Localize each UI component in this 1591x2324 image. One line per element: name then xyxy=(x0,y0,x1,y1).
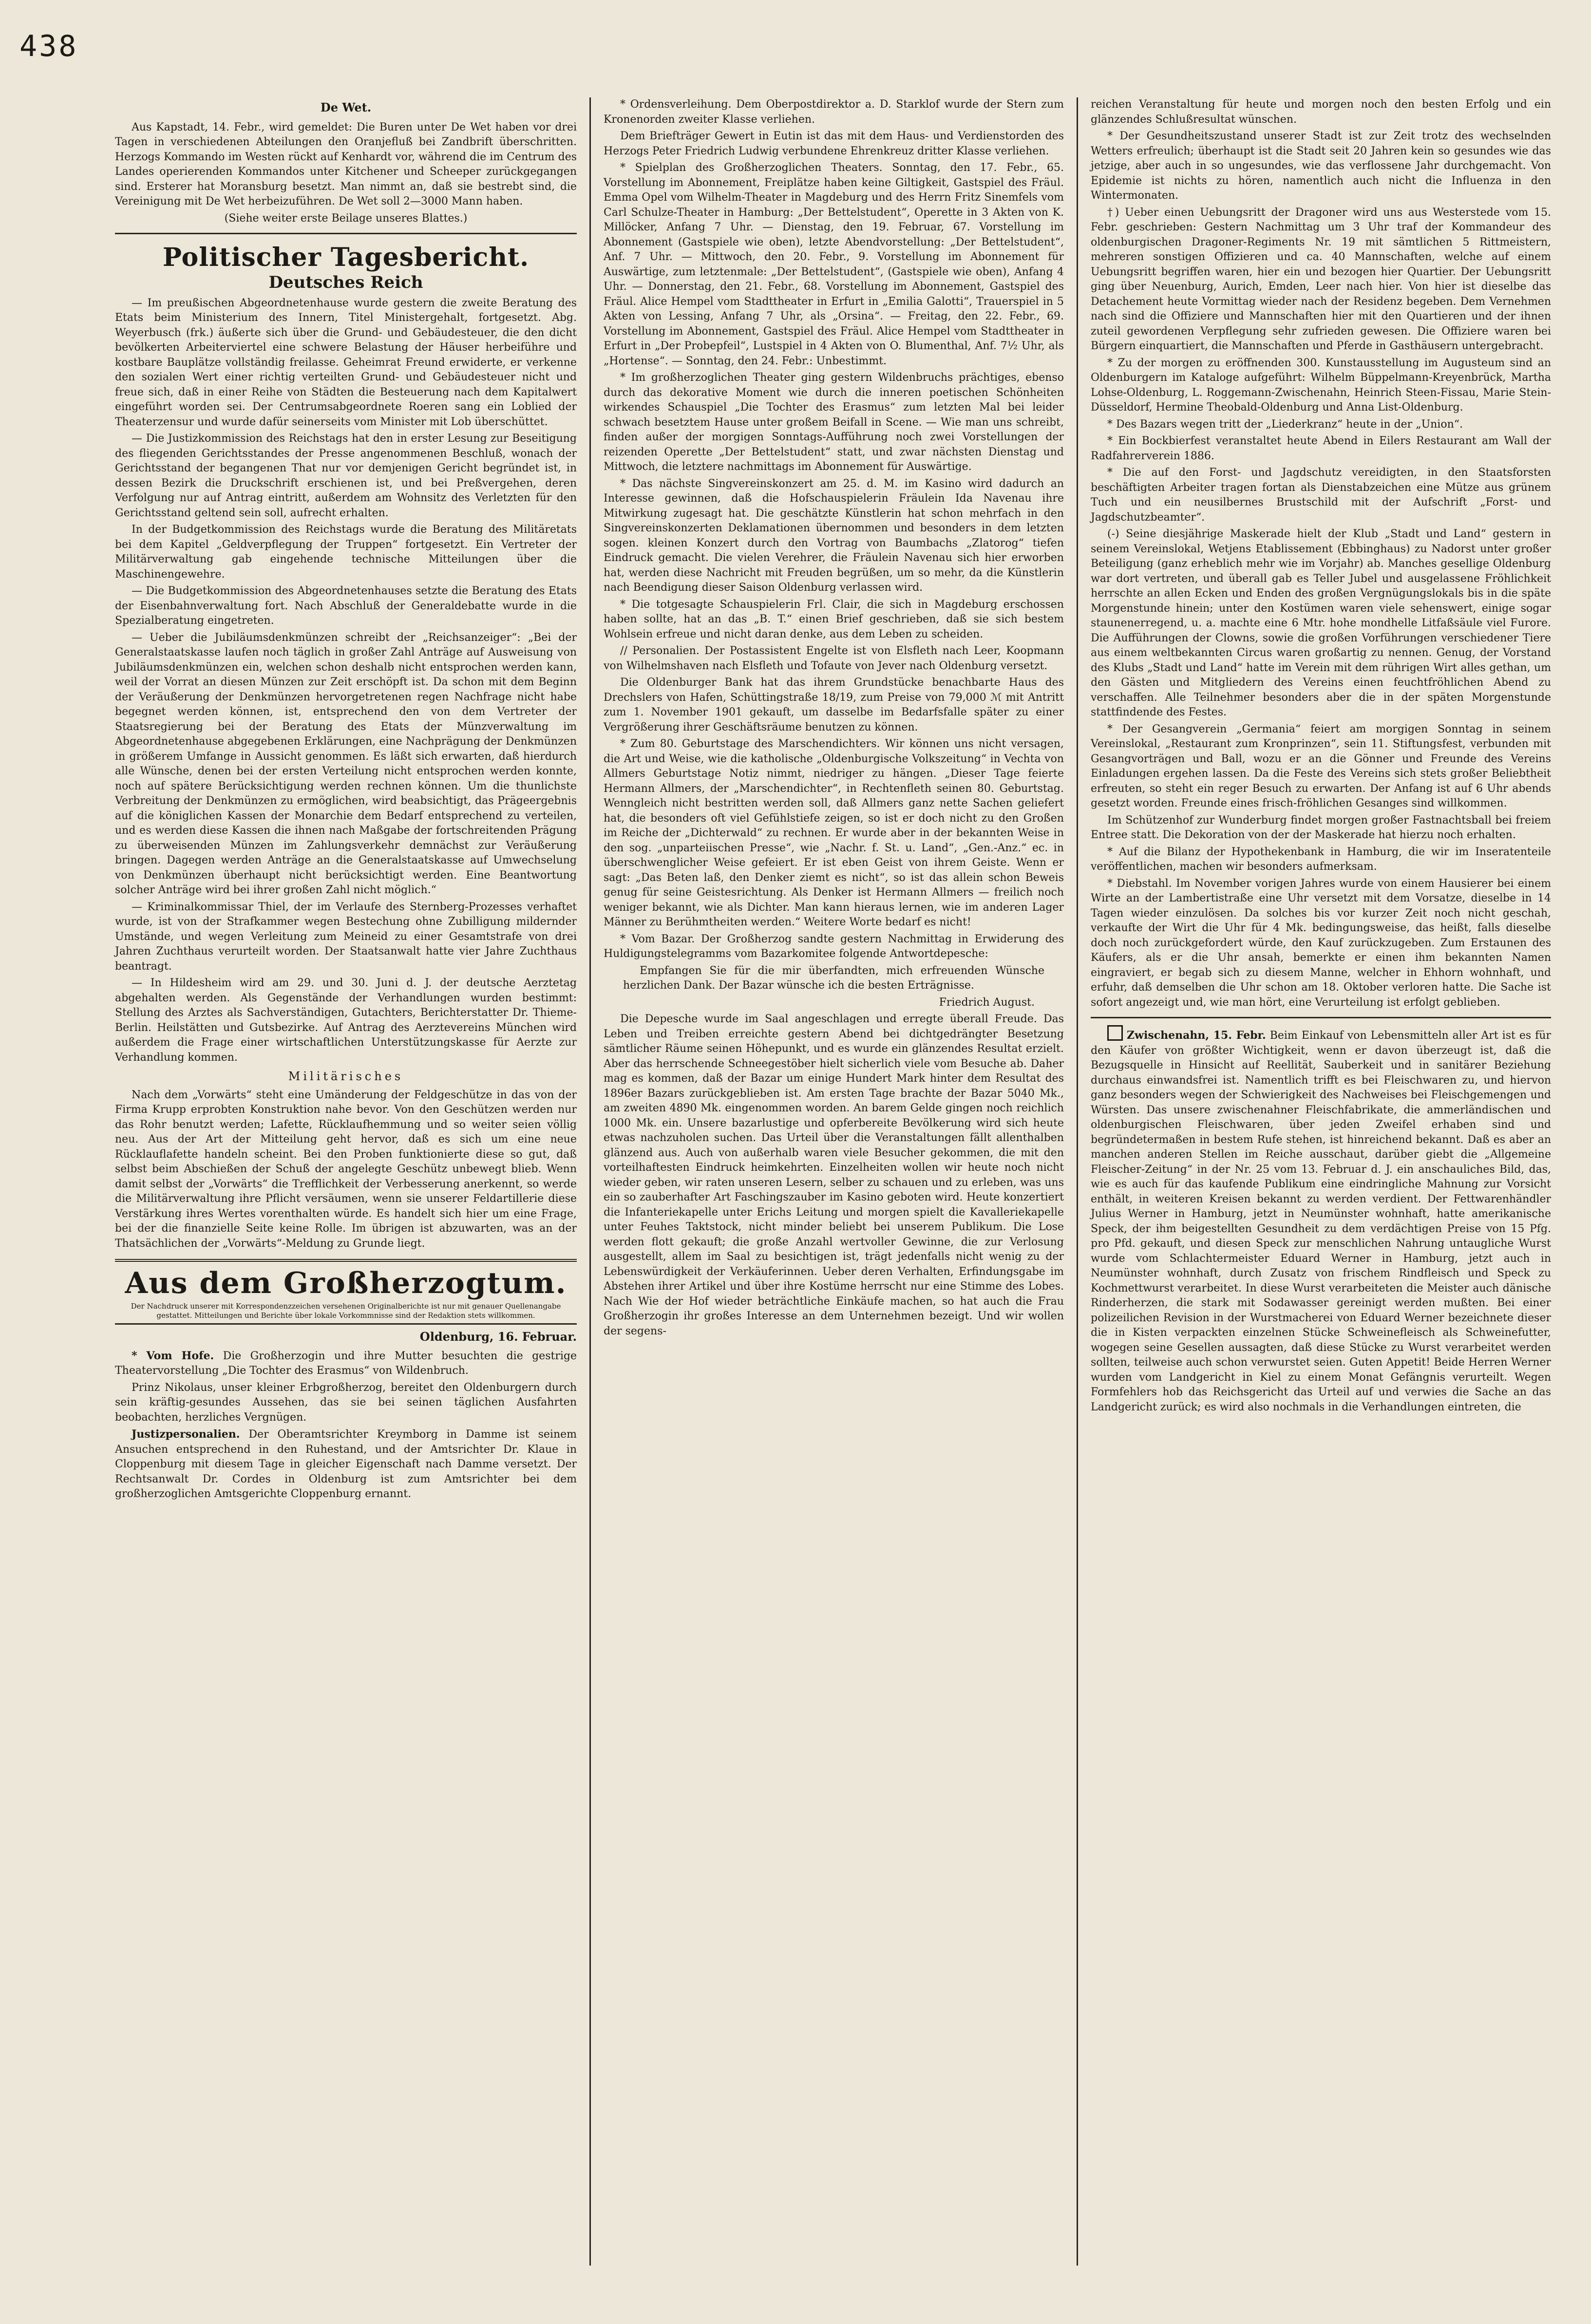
column-3 xyxy=(1077,97,1564,2266)
geburtstag-text: * Zum 80. Geburtstage des Marschendichters. Wir können uns nicht versagen, die Art und Weise, wie die katholische „Oldenburgische Volkszeitung“ in Vechta von Allmers Geburtstage Notiz nimmt, niedriger zu hängen. „Dieser Tage feierte Hermann Allmers, der „Marschendichter“, in Rechtenfleth seinen 80. Geburtstag. Wenngleich nicht bestritten werden soll, daß Allmers ganz nette Sachen geliefert hat, die besonders oft viel Gefühlstiefe zeigen, so ist er doch nicht zu den Großen im Reiche der „Dichterwald“ zu rechnen. Er wurde aber in der bekannten Weise in den sog. „unparteiischen Presse“, wie „Nachr. f. St. u. Land“, „Gen.-Anz.“ ec. in überschwenglicher Weise gefeiert. Er ist eben Geist von ihrem Geiste. Wenn er sagt: „Das Beten laß, den Denker ziemt es nicht“, so ist das allein schon Beweis genug für seine Geistesrichtung. Als Denker ist Hermann Allmers — freilich noch weniger bekannt, wie als Dichter. Man kann hieraus lernen, wie im anderen Lager Männer zu Berühmtheiten werden.“ Weitere Worte bedarf es nicht! xyxy=(604,738,1064,928)
bazar-signature: Friedrich August. xyxy=(939,996,1035,1009)
germania-text: * Der Gesangverein „Germania“ feiert am morgigen Sonntag in seinem Vereinslokal, „Restaurant zum Kronprinzen“, sein 11. Stiftungsfest, verbunden mit Gesangvorträgen und Ball, wozu er an die Gönner und Freunde des Vereins Einladungen ergehen lassen. Da die Feste des Vereins sich stets großer Beliebtheit erfreuten, so steht ein reger Besuch zu erwarten. Der Anfang ist auf 6 Uhr abends gesetzt worden. Freunde eines frisch-fröhlichen Gesanges sind willkommen. xyxy=(1091,723,1551,809)
reprint-note: Der Nachdruck unserer mit Korrespondenzzeichen versehenen Originalberichte ist nur mit genauer Quellenangabe gestattet. Mitteilungen und Berichte über lokale Vorkommnisse sind der Redaktion stets willkommen. xyxy=(131,1302,561,1320)
nikolaus-text: Prinz Nikolaus, unser kleiner Erbgroßherzog, bereitet den Oldenburgern durch sein kräftig-gesundes Aussehen, das sie bei seinen täglichen Ausfahrten beobachten, herzliches Vergnügen. xyxy=(115,1381,577,1424)
tagesbericht-heading: Politischer Tagesbericht. xyxy=(162,243,530,272)
bazar-continued: reichen Veranstaltung für heute und morgen noch den besten Erfolg und ein glänzendes Schlußresultat wünschen. xyxy=(1091,98,1551,126)
zwischenahn-lead: Zwischenahn, 15. Febr. xyxy=(1127,1029,1266,1042)
grossherzogtum-header xyxy=(115,1259,577,1325)
article-paragraph: — Kriminalkommissar Thiel, der im Verlaufe des Sternberg-Prozesses verhaftet wurde, ist von der Strafkammer wegen Bestechung ohne Zubilligung mildernder Umstände, und wegen Verleitung zum Meineid zu einer Gesamtstrafe von drei Jahren Zuchthaus verurteilt worden. Der Staatsanwalt hatte vier Jahre Zuchthaus beantragt. xyxy=(115,900,577,973)
militaer-text: Nach dem „Vorwärts“ steht eine Umänderung der Feldgeschütze in das von der Firma Krupp erprobten Konstruktion nahe bevor. Von den Geschützen werden nur das Rohr benutzt werden; Lafette, Rücklaufhemmung und so weiter seien völlig neu. Aus der Art der Mitteilung geht hervor, daß es sich um eine neue Rücklauflafette handeln scheint. Bei den Proben funktionierte diese so gut, daß selbst beim Abschießen der Schuß der angelegte Geschütz unbewegt blieb. Wenn damit selbst der „Vorwärts“ die Trefflichkeit der Verbesserung anerkennt, so werde die Militärverwaltung ihre Pflicht versäumen, wenn sie unserer Feldartillerie diese Verstärkung ihres Wertes vorenthalten würde. Es handelt sich hier um eine Frage, bei der die finanzielle Seite keine Rolle. Im übrigen ist abzuwarten, was an der Thatsächlichen der „Vorwärts“-Meldung zu Grunde liegt. xyxy=(115,1088,577,1250)
bank-text: Die Oldenburger Bank hat das ihrem Grundstücke benachbarte Haus des Drechslers von Hafen, Schüttingstraße 18/19, zum Preise von 79,000 ℳ mit Antritt zum 1. November 1901 gekauft, um dasselbe im Bedarfsfalle später zu einer Vergrößerung ihrer Geschäftsräume benutzen zu können. xyxy=(604,676,1064,733)
bock-text: * Ein Bockbierfest veranstaltet heute Abend in Eilers Restaurant am Wall der Radfahrerverein 1886. xyxy=(1091,435,1551,462)
kunst-text: * Zu der morgen zu eröffnenden 300. Kunstausstellung im Augusteum sind an Oldenburgern im Kataloge aufgeführt: Wilhelm Büppelmann-Kreyenbrück, Martha Lohse-Oldenburg, L. Roggemann-Zwischenahn, Heinrich Steen-Fissau, Marie Stein-Düsseldorf, Hermine Theobald-Oldenburg und Anna List-Oldenburg. xyxy=(1091,356,1551,413)
bazars-text: * Des Bazars wegen tritt der „Liederkranz“ heute in der „Union“. xyxy=(1107,418,1463,431)
hof-text: Die Großherzogin und ihre Mutter besuchten die gestrige Theatervorstellung „Die Tochter des Erasmus“ von Wildenbruch. xyxy=(115,1349,577,1377)
article-paragraph: — Die Justizkommission des Reichstags hat den in erster Lesung zur Beseitigung des fliegenden Gerichtsstandes der Presse angenommenen Beschluß, wonach der Gerichtsstand der begangenen That nur vor demjenigen Gericht begründet ist, in dessen Bezirk die Druckschrift erschienen ist, und bei Preßvergehen, deren Verfolgung nur auf Antrag eintritt, außerdem am Wohnsitz des Verletzten für den Gerichtsstand geltend sein soll, aufrecht erhalten. xyxy=(115,432,577,519)
dewet-heading: De Wet. xyxy=(320,100,372,114)
page-number: 438 xyxy=(19,29,78,63)
bazar-quote: Empfangen Sie für die mir überfandten, mich erfreuenden Wünsche herzlichen Dank. Der Bazar wünsche ich die besten Erträgnisse. xyxy=(623,964,1044,992)
forst-text: * Die auf den Forst- und Jagdschutz vereidigten, in den Staatsforsten beschäftigten Arbeiter tragen fortan als Dienstabzeichen eine Mütze aus grünem Tuch und ein neusilbernes Brustschild mit der Aufschrift „Forst- und Jagdschutzbeamter“. xyxy=(1091,467,1551,524)
article-paragraph: — In Hildesheim wird am 29. und 30. Juni d. J. der deutsche Aerztetag abgehalten werden. Als Gegenstände der Verhandlungen wurden bestimmt: Stellung des Arztes als Sachverständigen, Gutachters, Berichterstatter Dr. Thieme-Berlin. Heilstätten und Gutsbezirke. Auf Antrag des Aerztevereins München wird außerdem die Frage einer wirtschaftlichen Unterstützungskasse für Aerzte zur Verhandlung kommen. xyxy=(115,977,577,1064)
orden-text: * Ordensverleihung. Dem Oberpostdirektor a. D. Starklof wurde der Stern zum Kronenorden zweiter Klasse verliehen. xyxy=(604,98,1064,126)
personalien-text: // Personalien. Der Postassistent Engelte ist von Elsfleth nach Leer, Koopmann von Wilhelmshaven nach Elsfleth und Tofaute von Jever nach Oldenburg versetzt. xyxy=(604,645,1064,672)
article-paragraph: In der Budgetkommission des Reichstags wurde die Beratung des Militäretats bei dem Kapitel „Geldverpflegung der Truppen“ fortgesetzt. Ein Vertreter der Militärverwaltung gab eingehende technische Mitteilungen über die Maschinengewehre. xyxy=(115,524,577,581)
dateline: Oldenburg, 16. Februar. xyxy=(419,1330,577,1344)
schauspielerin-text: * Die totgesagte Schauspielerin Frl. Clair, die sich in Magdeburg erschossen haben sollte, hat an das „B. T.“ einen Brief geschrieben, daß sie sich bestem Wohlsein erfreue und nicht daran denke, aus dem Leben zu scheiden. xyxy=(604,598,1064,640)
theater-text: * Im großherzoglichen Theater ging gestern Wildenbruchs prächtiges, ebenso durch das dekorative Moment wie durch die inneren poetischen Schönheiten wirkendes Schauspiel „Die Tochter des Erasmus“ zum letzten Mal bei leider schwach besetztem Hause unter großem Beifall in Scene. — Wie man uns schreibt, finden außer der morgigen Sonntags-Aufführung noch zwei Vorstellungen der reizenden Operette „Der Bettelstudent“ statt, und zwar nächsten Dienstag und Mittwoch, die letztere nachmittags im Abonnement für Auswärtige. xyxy=(604,372,1064,473)
spielplan-text: * Spielplan des Großherzoglichen Theaters. Sonntag, den 17. Febr., 65. Vorstellung im Abonnement, Freiplätze haben keine Giltigkeit, Gastspiel des Fräul. Emma Opel vom Wilhelm-Theater in Magdeburg und des Herrn Fritz Sinemfels vom Carl Schulze-Theater in Hamburg: „Der Bettelstudent“, Operette in 3 Akten von K. Millöcker, Anfang 7 Uhr. — Dienstag, den 19. Februar, 67. Vorstellung im Abonnement (Gastspiele wie oben), letzte Abendvorstellung: „Der Bettelstudent“, Anf. 7 Uhr. — Mittwoch, den 20. Febr., 9. Vorstellung im Abonnement für Auswärtige, zum letztenmale: „Der Bettelstudent“, (Gastspiele wie oben), Anfang 4 Uhr. — Donnerstag, den 21. Febr., 68. Vorstellung im Abonnement, Gastspiel des Fräul. Alice Hempel vom Stadttheater in Erfurt in „Emilia Galotti“, Trauerspiel in 5 Akten von Lessing, Anfang 7 Uhr, als „Orsina“. — Freitag, den 22. Febr., 69. Vorstellung im Abonnement, Gastspiel des Fräul. Alice Hempel vom Stadttheater in Erfurt in „Der Probepfeil“, Lustspiel in 4 Akten von O. Blumenthal, Anf. 7½ Uhr, als „Hortense“. — Sonntag, den 24. Febr.: Unbestimmt. xyxy=(604,162,1064,367)
dewet-note: (Siehe weiter erste Beilage unseres Blattes.) xyxy=(224,212,468,225)
dewet-text: Aus Kapstadt, 14. Febr., wird gemeldet: Die Buren unter De Wet haben vor drei Tagen in verschiedenen Abteilungen den Oranjefluß bei Zandbrift überschritten. Herzogs Kommando im Westen rückt auf Kenhardt vor, während die im Centrum des Landes operierenden Kommandos unter Kitchener und Scheeper zurückgegangen sind. Ersterer hat Moransburg besetzt. Man nimmt an, daß sie bestrebt sind, die Vereinigung mit De Wet herbeizuführen. De Wet soll 2—3000 Mann haben. xyxy=(115,121,577,207)
maskerade-text: (-) Seine diesjährige Maskerade hielt der Klub „Stadt und Land“ gestern in seinem Vereinslokal, Wetjens Etablissement (Ebbinghaus) zu Nadorst unter großer Beteiligung (ganz erheblich mehr wie im Vorjahr) ab. Manches gesellige Oldenburg war dort vertreten, und überall gab es Teller Jubel und ausgelassene Fröhlichkeit herrschte an allen Ecken und Enden des großen Vergnügungslokals bis in die späte Morgenstunde hinein; unter den Kostümen waren viele sehenswert, einige sogar staunenerregend, u. a. machte eine 6 Mtr. hohe mondhelle Litfaßsäule viel Furore. Die Aufführungen der Clowns, sowie die großen Vorführungen verschiedener Tiere aus einem weltbekannten Circus waren großartig zu nennen. Genug, der Vorstand des Klubs „Stadt und Land“ hatte im Verein mit dem rührigen Wirt alles gethan, um den Gästen und Mitgliedern des Vereins einen feuchtfröhlichen Abend zu verschaffen. Alle Teilnehmer besonders aber die in der späten Morgenstunde stattfindende des Festes. xyxy=(1091,528,1551,718)
gesundheit-text: * Der Gesundheitszustand unserer Stadt ist zur Zeit trotz des wechselnden Wetters erfreulich; überhaupt ist die Stadt seit 20 Jahren kein so gesundes wie das jetzige, aber auch in so ungesundes, wie das verflossene Jahr durchgemacht. Von Epidemie ist nichts zu hören, namentlich auch nicht die Influenza in den Wintermonaten. xyxy=(1091,130,1551,202)
square-marker-icon xyxy=(1107,1025,1123,1041)
reich-heading: Deutsches Reich xyxy=(268,273,423,292)
bazar-text: * Vom Bazar. Der Großherzog sandte gestern Nachmittag in Erwiderung des Huldigungstelegramms vom Bazarkomitee folgende Antwortdepesche: xyxy=(604,933,1064,960)
schuetzen-text: Im Schützenhof zur Wunderburg findet morgen großer Fastnachtsball bei freiem Entree statt. Die Dekoration von der der Maskerade hat hierzu noch erhalten. xyxy=(1091,814,1551,841)
divider xyxy=(1091,1017,1551,1018)
militaer-heading: Militärisches xyxy=(288,1069,404,1083)
article-paragraph: — Die Budgetkommission des Abgeordnetenhauses setzte die Beratung des Etats der Eisenbahnverwaltung fort. Nach Abschluß der Generaldebatte wurde in die Spezialberatung eingetreten. xyxy=(115,585,577,627)
divider xyxy=(115,233,577,234)
bazar2-text: Die Depesche wurde im Saal angeschlagen und erregte überall Freude. Das Leben und Treiben erreichte gestern Abend bei dichtgedrängter Besetzung sämtlicher Räume seinen Höhepunkt, und es wurde ein glänzendes Resultat erzielt. Aber das herrschende Schneegestöber hielt sicherlich viele vom Besuche ab. Daher mag es kommen, daß der Bazar um einige Hundert Mark hinter dem Resultat des 1896er Bazars zurückgeblieben ist. Am ersten Tage brachte der Bazar 5040 Mk., am zweiten 4890 Mk. eingenommen worden. An barem Gelde gingen noch reichlich 1000 Mk. ein. Unsere bazarlustige und opferbereite Bevölkerung wird sich heute etwas nachzuholen suchen. Das Urteil über die Veranstaltungen fällt allenthalben glänzend aus. Auch von außerhalb waren viele Besucher gekommen, die mit den vorteilhaftesten Eindruck heimkehrten. Einzelheiten wollen wir heute noch nicht wieder geben, wir raten unseren Lesern, selber zu schauen und zu erleben, was uns ein so zauberhafter Art Faschingszauber im Kasino geboten wird. Heute konzertiert die Infanteriekapelle unter Erichs Leitung und morgen spielt die Kavalleriekapelle unter Feuhes Taktstock, nicht minder beliebt bei unserem Publikum. Die Lose werden flott gekauft; die große Anzahl wertvoller Gewinne, die zur Verlosung ausgestellt, allem im Saal zu besichtigen ist, trägt jedenfalls nicht wenig zu der Lebenswürdigkeit der Verkäuferinnen. Ueber deren Verhalten, Erfindungsgabe im Abstehen ihrer Artikel und über ihre Kostüme herrscht nur eine Stimme des Lobes. Nach Wie der Hof wieder beträchtliche Einkäufe machen, so hat auch die Frau Großherzogin ihr großes Interesse an dem Unternehmen bezeigt. Und wir wollen der segens- xyxy=(604,1013,1064,1337)
hof-article xyxy=(115,1349,577,1379)
orden2-text: Dem Briefträger Gewert in Eutin ist das mit dem Haus- und Verdienstorden des Herzogs Peter Friedrich Ludwig verbundene Ehrenkreuz dritter Klasse verliehen. xyxy=(604,130,1064,157)
hof-lead: * Vom Hofe. xyxy=(132,1349,214,1362)
singverein-text: * Das nächste Singvereinskonzert am 25. d. M. im Kasino wird dadurch an Interesse gewinnen, daß die Hofschauspielerin Fräulein Ida Navenau ihre Mitwirkung zugesagt hat. Die geschätzte Künstlerin hat schon mehrfach in den Singvereinskonzerten Deklamationen übernommen und besonders in dem letzten sogen. kleinen Konzert durch den Vortrag von Baumbachs „Zlatorog“ tiefen Eindruck gemacht. Die vielen Verehrer, die Fräulein Navenau sich hier erworben hat, werden diese Nachricht mit Freuden begrüßen, um so mehr, da die Künstlerin nach Beendigung dieser Saison Oldenburg verlassen wird. xyxy=(604,477,1064,594)
diebstahl-text: * Diebstahl. Im November vorigen Jahres wurde von einem Hausierer bei einem Wirte an der Lambertistraße eine Uhr versetzt mit dem Vorsatze, dieselbe in 14 Tagen wieder einzulösen. Da solches bis vor kurzer Zeit noch nicht geschah, verkaufte der Wirt die Uhr für 4 Mk. bedingungsweise, das heißt, falls dieselbe doch noch zurückgefordert würde, den Kauf zurückzugeben. Zum Erstaunen des Käufers, als er die Uhr ansah, bemerkte er einen ihm bekannten Namen eingraviert, er begab sich zu diesem Manne, welcher in Ehhorn wohnhaft, und erfuhr, daß demselben die Uhr schon am 18. Oktober verloren hatte. Die Sache ist sofort angezeigt und, wie man hört, eine Verurteilung ist erfolgt geblieben. xyxy=(1091,877,1551,1009)
grossherzogtum-title: Aus dem Großherzogtum. xyxy=(125,1266,567,1300)
justiz-text: Der Oberamtsrichter Kreymborg in Damme ist seinem Ansuchen entsprechend in den Ruhestand, und der Amtsrichter Dr. Klaue in Cloppenburg mit diesem Tage in gleicher Eigenschaft nach Damme versetzt. Der Rechtsanwalt Dr. Cordes in Oldenburg ist zum Amtsrichter bei dem großherzoglichen Amtsgerichte Cloppenburg ernannt. xyxy=(115,1428,577,1500)
bilanz-text: * Auf die Bilanz der Hypothekenbank in Hamburg, die wir im Inseratenteile veröffentlichen, machen wir besonders aufmerksam. xyxy=(1091,845,1551,873)
columns xyxy=(102,97,1562,2266)
zwischenahn-article xyxy=(1091,1025,1551,1415)
article-paragraph: — Im preußischen Abgeordnetenhause wurde gestern die zweite Beratung des Etats beim Ministerium des Innern, Titel Ministergehalt, fortgesetzt. Abg. Weyerbusch (frk.) äußerte sich über die Grund- und Gebäudesteuer, die den dicht bevölkerten Arbeiterviertel eine schwere Belastung der Häuser herbeiführe und kostbare Bauplätze vollständig freilasse. Geheimrat Freund erwiderte, er verkenne den sozialen Wert einer richtig verteilten Grund- und Gebäudesteuer nicht und freue sich, daß in einer Reihe von Städten die Besteuerung nach dem Kapitalwert eingeführt worden sei. Der Centrumsabgeordnete Roeren sang ein Loblied der Theaterzensur und wurde dafür seinerseits vom Minister mit Lob überschüttet. xyxy=(115,297,577,428)
column-2 xyxy=(589,97,1077,2266)
justiz-lead: Justizpersonalien. xyxy=(132,1428,240,1441)
dragoner-text: †) Ueber einen Uebungsritt der Dragoner wird uns aus Westerstede vom 15. Febr. geschrieben: Gestern Nachmittag um 3 Uhr traf der Kommandeur des oldenburgischen Dragoner-Regiments Nr. 19 mit sämtlichen 5 Rittmeistern, mehreren sonstigen Offizieren und ca. 40 Mannschaften, welche auf einem Uebungsritt begriffen waren, hier ein und bezogen hier Quartier. Der Uebungsritt ging über Neuenburg, Aurich, Emden, Leer nach hier. Von hier ist dieselbe das Detachement heute Vormittag wieder nach der Residenz begeben. Dem Vernehmen nach sind die Offiziere und Mannschaften hier mit den Quartieren und der ihnen zuteil gewordenen Verpflegung sehr zufrieden gewesen. Die Offiziere waren bei Bürgern einquartiert, die Mannschaften und Pferde in Gasthäusern untergebracht. xyxy=(1091,206,1551,352)
justiz-article xyxy=(115,1427,577,1502)
column-1 xyxy=(102,97,589,2266)
zwischenahn-text: Beim Einkauf von Lebensmitteln aller Art ist es für den Käufer von größter Wichtigkeit, wenn er davon überzeugt ist, daß die Bezugsquelle in Hinsicht auf Reellität, Sauberkeit und in sanitärer Beziehung durchaus einwandsfrei ist. Namentlich trifft es bei Fleischwaren zu, und hiervon ganz besonders wegen der Schwierigkeit des Nachweises bei Fleischgemengen und Würsten. Das unsere zwischenahner Fleischfabrikate, die ammerländischen und oldenburgischen Fleischwaren, über jeden Zweifel erhaben sind und begründetermaßen in bestem Rufe stehen, ist hinreichend bekannt. Daß es aber an manchen anderen Stellen im Reiche ausschaut, darüber giebt die „Allgemeine Fleischer-Zeitung“ in der Nr. 25 vom 13. Februar d. J. ein anschauliches Bild, das, wie es auch für das kaufende Publikum eine eindringliche Mahnung zur Vorsicht enthält, in weiteren Kreisen bekannt zu werden verdient. Der Fettwarenhändler Julius Werner in Hamburg, jetzt in Neumünster wohnhaft, hatte amerikanische Speck, der ihm beigestellten Gesundheit zu dem verdächtigen Preise von 15 Pfg. pro Pfd. gekauft, und diesen Speck zur menschlichen Nahrung untaugliche Wurst wurde vom Schlachtermeister Eduard Werner in Hamburg, jetzt auch in Neumünster wohnhaft, durch Zusatz von frischem Rindfleisch und Speck zu Kochmettwurst verarbeitet. In diese Wurst verarbeiteten die Meister auch dänische Rinderherzen, die stark mit Sodawasser gereinigt werden mußten. Bei einer polizeilichen Revision in der Wurstmacherei von Eduard Werner bezeichnete dieser die in Kisten verpackten einzelnen Stücke Schweinefleisch als Schweinefutter, wogegen seine Gesellen aussagten, daß diese Stücke zu Wurst verarbeitet werden sollten, teilweise auch schon verwurstet seien. Guten Appetit! Beide Herren Werner wurden vom Landgericht in Kiel zu einem Monat Gefängnis verurteilt. Wegen Formfehlers hob das Reichsgericht das Urteil auf und verwies die Sache an das Landgericht zurück; es wird also nochmals in die Verhandlungen eintreten, die xyxy=(1091,1030,1551,1413)
article-paragraph: — Ueber die Jubiläumsdenkmünzen schreibt der „Reichsanzeiger“: „Bei der Generalstaatskasse laufen noch täglich in großer Zahl Anträge auf Ausweisung von Jubiläumsdenkmünzen ein, welchen schon deshalb nicht entsprochen werden kann, weil der Vorrat an diesen Münzen zur Zeit erschöpft ist. Da schon mit dem Beginn der Veräußerung der Denkmünzen hervorgetretenen regen Nachfrage nicht habe begegnet werden können, ist, entsprechend den von dem Vertreter der Staatsregierung bei der Beratung des Etats der Münzverwaltung im Abgeordnetenhause abgegebenen Erklärungen, eine Nachprägung der Denkmünzen in größerem Umfange in Aussicht genommen. Es läßt sich erwarten, daß hierdurch alle Wünsche, denen bei der ersten Verteilung nicht entsprochen werden konnte, noch auf spätere Berücksichtigung werden rechnen können. Um die thunlichste Verbreitung der Denkmünzen zu ermöglichen, wird beabsichtigt, das Prägeergebnis auf die königlichen Kassen der Monarchie dem Bedarf entsprechend zu verteilen, und es werden diese Kassen die ihnen nach Maßgabe der fortschreitenden Prägung zu überweisenden Münzen im Zahlungsverkehr demnächst zur Veräußerung bringen. Dagegen werden Anträge an die Generalstaatskasse auf Umwechselung von Denkmünzen überhaupt nicht berücksichtigt werden. Eine Beantwortung solcher Anträge wird bei ihrer großen Zahl nicht möglich.“ xyxy=(115,631,577,896)
